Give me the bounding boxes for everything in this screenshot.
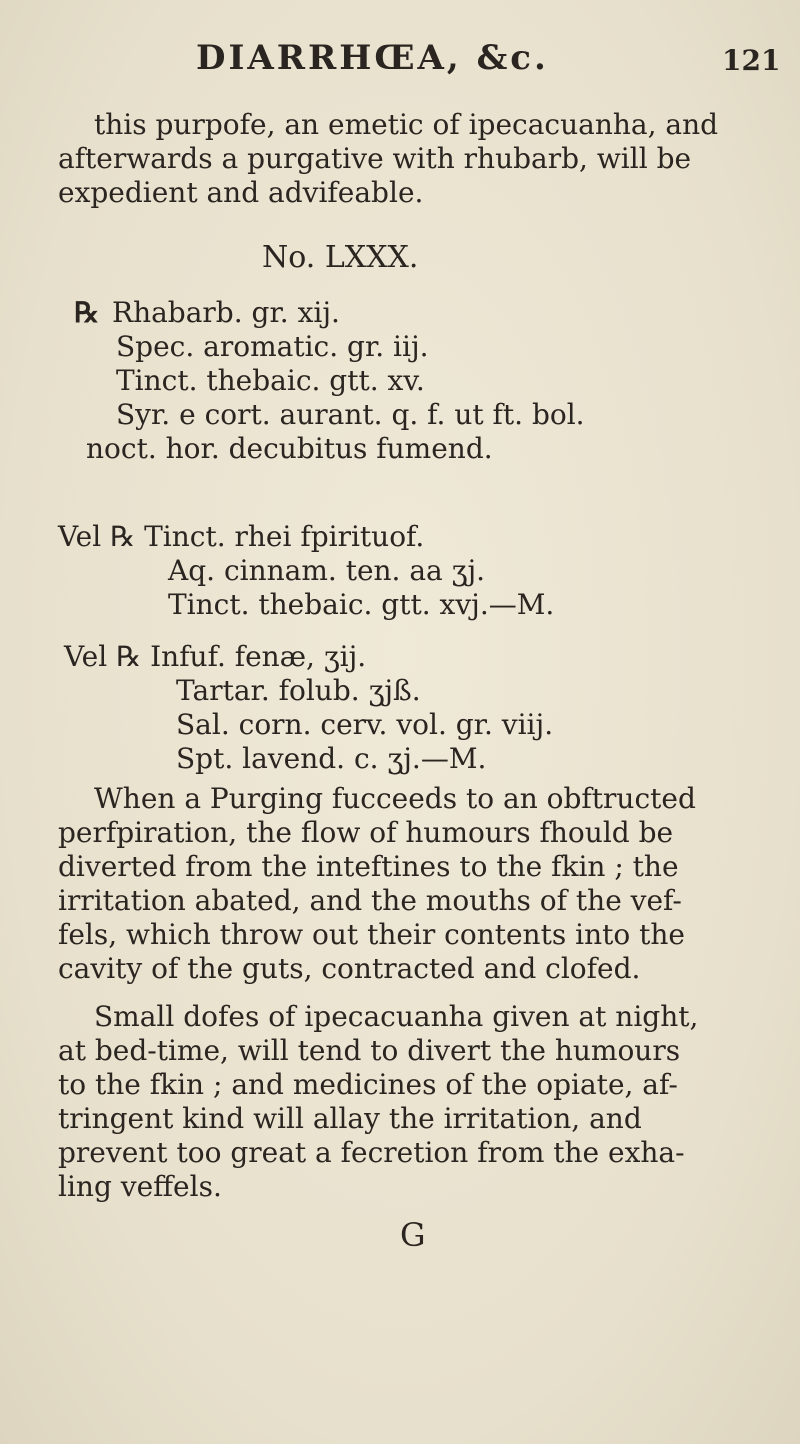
text-line: to the fkin ; and medicines of the opiate, af- — [58, 1068, 678, 1101]
purging-paragraph — [58, 782, 778, 986]
ingredient-text: Infuf. fenæ, ʒij. — [150, 640, 367, 673]
prescription-line: Tinct. thebaic. gtt. xv. — [116, 364, 425, 397]
alternative-prefix: Vel ℞ — [64, 640, 142, 673]
prescription-line: Aq. cinnam. ten. aa ʒj. — [168, 554, 486, 587]
prescription-alternative-infusion — [64, 640, 764, 776]
prescription-bolus — [74, 296, 774, 466]
text-line: When a Purging fucceeds to an obftructed — [94, 782, 696, 815]
prescription-line — [74, 296, 774, 330]
text-line: diverted from the inteftines to the fkin ; the — [58, 850, 679, 883]
text-line: ling veffels. — [58, 1170, 222, 1203]
text-line: afterwards a purgative with rhubarb, will be — [58, 142, 692, 175]
text-line: prevent too great a fecretion from the exha- — [58, 1136, 685, 1169]
text-line: perfpiration, the flow of humours fhould be — [58, 816, 674, 849]
prescription-line — [64, 640, 764, 674]
running-title: DIARRHŒA, &c. — [196, 38, 549, 78]
prescription-line: Spec. aromatic. gr. iij. — [116, 330, 429, 363]
prescription-number-heading: No. LXXX. — [262, 240, 419, 275]
ipecacuanha-paragraph — [58, 1000, 778, 1204]
prescription-line — [58, 520, 758, 554]
prescription-line: Tinct. thebaic. gtt. xvj.—M. — [168, 588, 555, 621]
running-head — [0, 38, 800, 84]
text-line: cavity of the guts, contracted and clofed. — [58, 952, 641, 985]
prescription-alternative-tincture — [58, 520, 758, 622]
ingredient-text: Rhabarb. gr. xij. — [112, 296, 340, 329]
text-line: tringent kind will allay the irritation, and — [58, 1102, 642, 1135]
prescription-line: Syr. e cort. aurant. q. f. ut ft. bol. — [116, 398, 585, 431]
recipe-symbol: ℞ — [74, 296, 100, 329]
prescription-line: noct. hor. decubitus fumend. — [86, 432, 493, 465]
text-line: at bed-time, will tend to divert the humours — [58, 1034, 681, 1067]
text-line: fels, which throw out their contents into the — [58, 918, 685, 951]
opening-paragraph — [58, 108, 778, 210]
ingredient-text: Tinct. rhei fpirituof. — [144, 520, 425, 553]
text-line: expedient and advifeable. — [58, 176, 424, 209]
prescription-line: Sal. corn. cerv. vol. gr. viij. — [176, 708, 554, 741]
text-line: irritation abated, and the mouths of the vef- — [58, 884, 682, 917]
page-number: 121 — [722, 44, 781, 77]
text-line: Small dofes of ipecacuanha given at night, — [94, 1000, 699, 1033]
prescription-line: Spt. lavend. c. ʒj.—M. — [176, 742, 487, 775]
prescription-line: Tartar. folub. ʒjß. — [176, 674, 421, 707]
alternative-prefix: Vel ℞ — [58, 520, 136, 553]
text-line: this purpofe, an emetic of ipecacuanha, and — [94, 108, 719, 141]
signature-mark: G — [400, 1216, 426, 1254]
